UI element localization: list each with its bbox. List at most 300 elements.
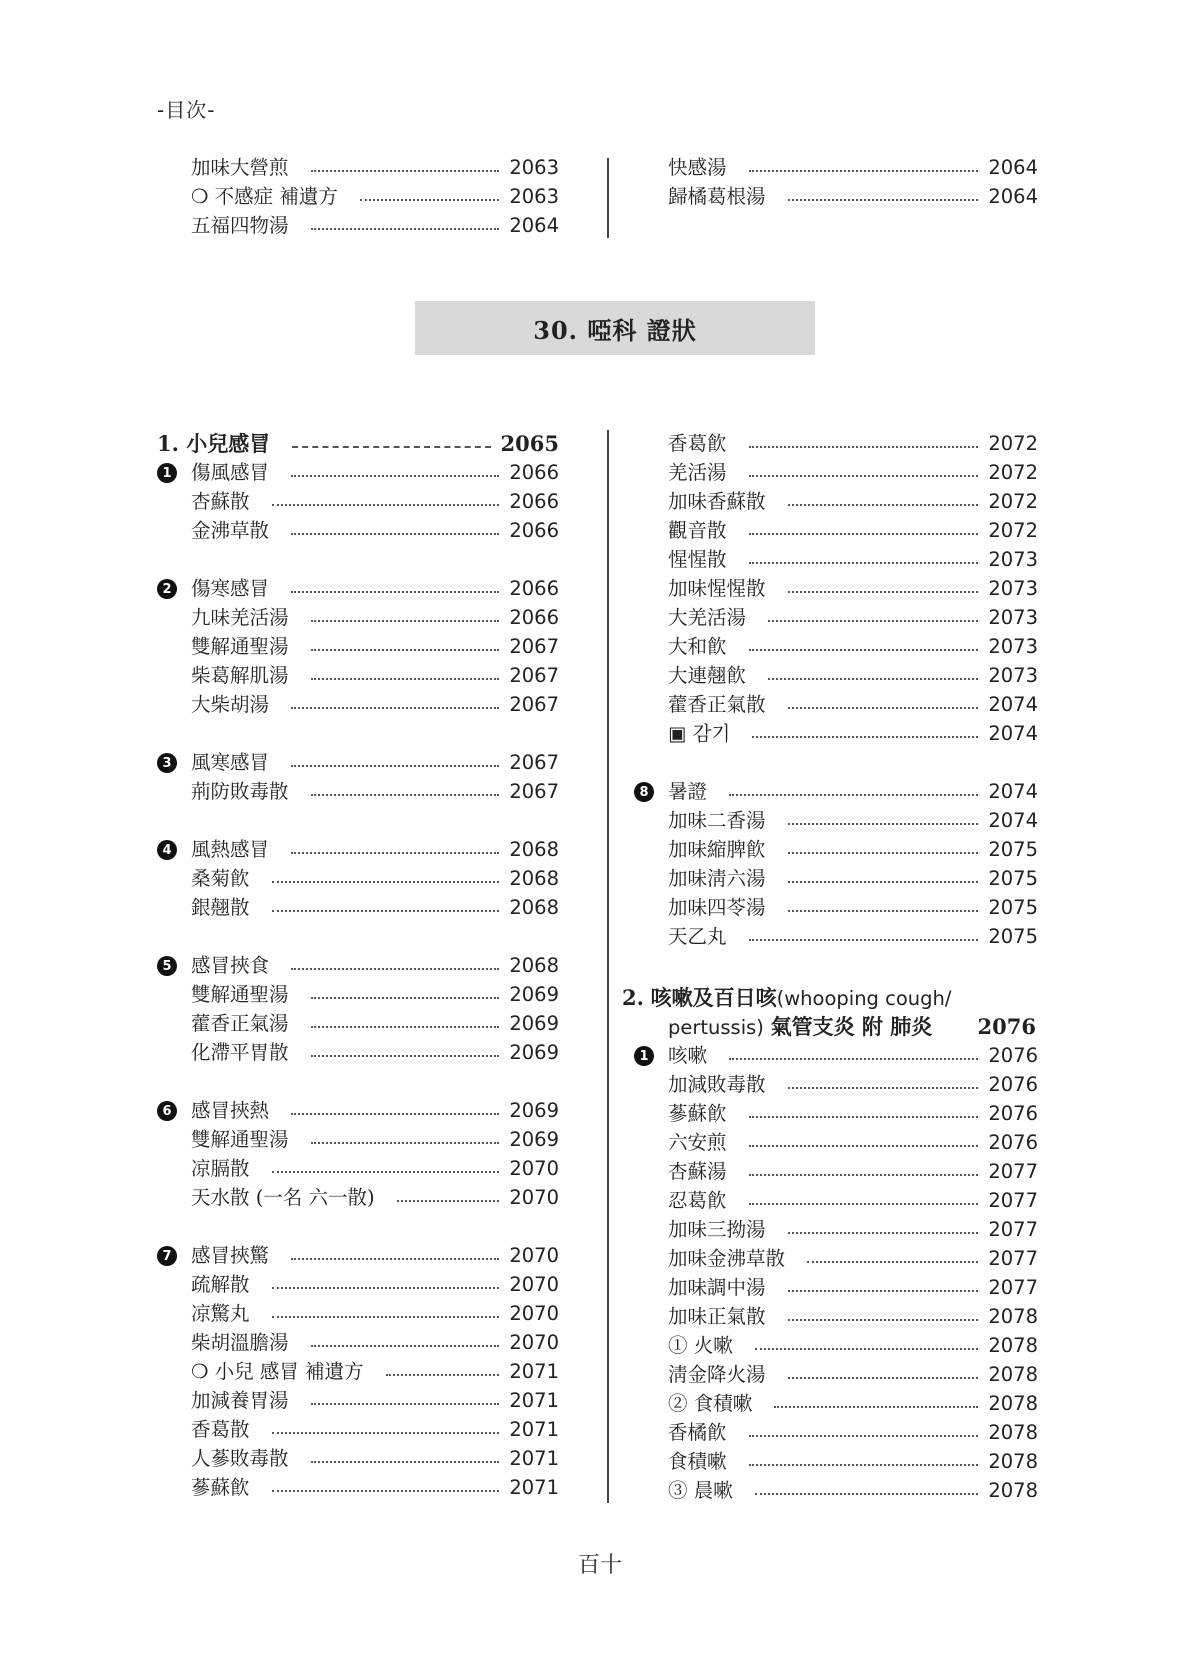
leader-dots: [749, 533, 979, 535]
leader-dots: [291, 707, 499, 709]
entry-page: 2066: [509, 606, 559, 629]
entry-title: 雙解通聖湯: [191, 1128, 289, 1151]
leader-dots: [311, 649, 500, 651]
toc-entry[interactable]: [668, 1303, 1038, 1331]
leader-dots: [311, 228, 500, 230]
chapter-1-number: 1.: [157, 431, 179, 456]
toc-entry[interactable]: [668, 1477, 1038, 1505]
entry-title: 加味縮脾飮: [668, 838, 766, 861]
chapter-1-name: 小兒感冒: [186, 431, 271, 456]
circled-number-marker: 1: [634, 1046, 654, 1066]
leader-dots: [291, 1113, 499, 1115]
section-banner: [415, 301, 815, 355]
leader-dots: [755, 1348, 979, 1350]
leader-dots: [272, 1316, 500, 1318]
page-number-footer: 百十: [577, 1553, 622, 1578]
toc-entry[interactable]: [668, 1071, 1038, 1099]
leader-dots: [788, 504, 979, 506]
leader-dots: [752, 736, 978, 738]
entry-title: 食積嗽: [668, 1450, 727, 1473]
toc-entry[interactable]: [668, 1042, 1038, 1070]
entry-page: 2076: [988, 1131, 1038, 1154]
entry-title: 大連翹飮: [668, 664, 747, 687]
entry-page: 2070: [509, 1273, 559, 1296]
toc-entry[interactable]: [668, 894, 1038, 922]
entry-page: 2066: [509, 490, 559, 513]
toc-entry[interactable]: [191, 183, 559, 211]
entry-page: 2076: [988, 1044, 1038, 1067]
entry-page: 2071: [509, 1360, 559, 1383]
leader-dots: [311, 1403, 500, 1405]
toc-entry[interactable]: [191, 778, 559, 806]
leader-dots: [788, 1087, 979, 1089]
entry-page: 2075: [988, 896, 1038, 919]
leader-dots: [749, 446, 979, 448]
entry-page: 2068: [509, 954, 559, 977]
leader-dots: [749, 170, 979, 172]
entry-title: 傷風感冒: [191, 461, 270, 484]
toc-entry[interactable]: [191, 1155, 559, 1183]
entry-title: 羌活湯: [668, 461, 727, 484]
toc-entry[interactable]: [668, 633, 1038, 661]
leader-dots: [749, 1435, 979, 1437]
toc-entry[interactable]: [191, 633, 559, 661]
toc-entry[interactable]: [668, 459, 1038, 487]
leader-dots: [291, 968, 499, 970]
entry-title: 天乙丸: [668, 925, 727, 948]
entry-title: 加味大營煎: [191, 156, 289, 179]
toc-entry[interactable]: [191, 1010, 559, 1038]
entry-page: 2074: [988, 693, 1038, 716]
entry-title: 柴葛解肌湯: [191, 664, 289, 687]
entry-title: 快感湯: [668, 156, 727, 179]
circled-number-marker: 6: [157, 1101, 177, 1121]
leader-dots: [755, 1493, 979, 1495]
leader-dots: [749, 562, 979, 564]
toc-entry[interactable]: [191, 749, 559, 777]
entry-title: ▣ 감기: [668, 722, 731, 745]
entry-page: 2071: [509, 1418, 559, 1441]
section-title: 30. 啞科 證狀: [533, 315, 697, 345]
entry-page: 2068: [509, 838, 559, 861]
leader-dots: [291, 591, 499, 593]
circled-number-marker: 7: [157, 1246, 177, 1266]
entry-title: 天水散 (一名 六一散): [191, 1186, 375, 1209]
entry-title: 雙解通聖湯: [191, 983, 289, 1006]
entry-title: ② 食積嗽: [668, 1392, 753, 1415]
entry-title: 雙解通聖湯: [191, 635, 289, 658]
entry-page: 2078: [988, 1450, 1038, 1473]
entry-page: 2068: [509, 896, 559, 919]
toc-entry[interactable]: [668, 720, 1038, 748]
leader-dots: [272, 1287, 500, 1289]
leader-dots: [749, 649, 979, 651]
leader-dots: [749, 1464, 979, 1466]
entry-title: 感冒挾驚: [191, 1244, 270, 1267]
leader-dots: [788, 1319, 979, 1321]
entry-page: 2076: [988, 1073, 1038, 1096]
entry-page: 2067: [509, 635, 559, 658]
toc-entry[interactable]: [191, 1126, 559, 1154]
leader-dots: [311, 794, 500, 796]
entry-title: 加味正氣散: [668, 1305, 766, 1328]
entry-page: 2074: [988, 780, 1038, 803]
leader-dots: [749, 1145, 979, 1147]
chapter-2-line-1[interactable]: [622, 983, 951, 1013]
chapter-2-line-2[interactable]: [668, 1012, 1036, 1042]
toc-entry[interactable]: [191, 212, 559, 240]
toc-entry[interactable]: [668, 430, 1038, 458]
entry-title: 香葛飮: [668, 432, 727, 455]
entry-title: ③ 晨嗽: [668, 1479, 733, 1502]
entry-page: 2078: [988, 1479, 1038, 1502]
toc-entry[interactable]: [668, 604, 1038, 632]
toc-entry[interactable]: [191, 836, 559, 864]
toc-entry[interactable]: [191, 1416, 559, 1444]
circled-number-marker: 8: [634, 782, 654, 802]
toc-entry[interactable]: [668, 778, 1038, 806]
toc-entry[interactable]: [191, 1474, 559, 1502]
entry-page: 2078: [988, 1305, 1038, 1328]
entry-page: 2068: [509, 867, 559, 890]
leader-dots: [311, 1142, 500, 1144]
toc-entry[interactable]: [191, 1184, 559, 1212]
entry-title: 風熱感冒: [191, 838, 270, 861]
toc-entry[interactable]: [191, 517, 559, 545]
entry-page: 2077: [988, 1218, 1038, 1241]
entry-page: 2077: [988, 1276, 1038, 1299]
entry-page: 2075: [988, 925, 1038, 948]
leader-dots: [311, 678, 500, 680]
circled-number-marker: 2: [157, 579, 177, 599]
entry-title: 桑菊飮: [191, 867, 250, 890]
entry-title: 觀音散: [668, 519, 727, 542]
toc-entry[interactable]: [668, 865, 1038, 893]
entry-page: 2074: [988, 809, 1038, 832]
toc-entry[interactable]: [191, 1300, 559, 1328]
leader-dots: [397, 1200, 500, 1202]
leader-dots: [311, 170, 500, 172]
entry-page: 2070: [509, 1186, 559, 1209]
leader-dots: [311, 1026, 500, 1028]
entry-title: 凉膈散: [191, 1157, 250, 1180]
leader-dots: [788, 823, 979, 825]
entry-page: 2064: [509, 214, 559, 237]
chapter-2-title: 咳嗽及百日咳: [650, 985, 777, 1010]
entry-page: 2078: [988, 1392, 1038, 1415]
leader-dots: [311, 1055, 500, 1057]
entry-title: 化滯平胃散: [191, 1041, 289, 1064]
entry-title: 加味三拗湯: [668, 1218, 766, 1241]
entry-page: 2072: [988, 519, 1038, 542]
entry-title: 荊防敗毒散: [191, 780, 289, 803]
chapter-2-subtitle: 氣管支炎 附 肺炎: [770, 1014, 933, 1039]
entry-title: 香橘飮: [668, 1421, 727, 1444]
toc-entry[interactable]: [668, 1390, 1038, 1418]
entry-title: 歸橘葛根湯: [668, 185, 766, 208]
leader-dots: [788, 1290, 979, 1292]
toc-entry[interactable]: [191, 894, 559, 922]
leader-dots: [291, 1258, 499, 1260]
entry-page: 2078: [988, 1421, 1038, 1444]
circled-number-marker: 3: [157, 753, 177, 773]
leader-dots: [386, 1374, 500, 1376]
leader-dots: [311, 1345, 500, 1347]
entry-page: 2069: [509, 983, 559, 1006]
entry-title: 忍葛飮: [668, 1189, 727, 1212]
entry-page: 2073: [988, 664, 1038, 687]
entry-title: 加減養胃湯: [191, 1389, 289, 1412]
chapter-1-title: [157, 430, 270, 458]
toc-entry[interactable]: [191, 1039, 559, 1067]
entry-title: 藿香正氣散: [668, 693, 766, 716]
leader-dots: [291, 765, 499, 767]
toc-entry[interactable]: [668, 1245, 1038, 1273]
leader-dots: [788, 591, 979, 593]
toc-entry[interactable]: [668, 488, 1038, 516]
entry-title: 加減敗毒散: [668, 1073, 766, 1096]
entry-page: 2066: [509, 577, 559, 600]
entry-page: 2067: [509, 751, 559, 774]
leader-dots: [788, 1377, 979, 1379]
toc-entry[interactable]: [191, 691, 559, 719]
toc-entry[interactable]: [668, 836, 1038, 864]
leader-dots: [272, 1432, 500, 1434]
toc-header-label: -目次-: [157, 98, 216, 122]
entry-page: 2073: [988, 606, 1038, 629]
toc-entry[interactable]: [668, 1448, 1038, 1476]
entry-page: 2070: [509, 1157, 559, 1180]
toc-entry[interactable]: [668, 575, 1038, 603]
entry-title: 加味四苓湯: [668, 896, 766, 919]
entry-page: 2063: [509, 156, 559, 179]
leader-dots: [807, 1261, 978, 1263]
toc-entry[interactable]: [191, 1387, 559, 1415]
entry-title: 風寒感冒: [191, 751, 270, 774]
leader-dots: [749, 1116, 979, 1118]
chapter-1-entry[interactable]: [157, 430, 559, 458]
leader-dots: [729, 1058, 978, 1060]
toc-entry[interactable]: [668, 1274, 1038, 1302]
entry-title: 杏蘇湯: [668, 1160, 727, 1183]
entry-title: ① 火嗽: [668, 1334, 733, 1357]
leader-dots: [788, 707, 979, 709]
entry-title: 香葛散: [191, 1418, 250, 1441]
toc-entry[interactable]: [668, 691, 1038, 719]
leader-dots: [360, 199, 499, 201]
toc-entry[interactable]: [668, 154, 1038, 182]
toc-entry[interactable]: [191, 575, 559, 603]
entry-title: ❍ 小兒 感冒 補遺方: [191, 1360, 364, 1383]
entry-title: 大和飮: [668, 635, 727, 658]
entry-title: 金沸草散: [191, 519, 270, 542]
entry-page: 2073: [988, 635, 1038, 658]
entry-page: 2075: [988, 838, 1038, 861]
toc-entry[interactable]: [668, 1216, 1038, 1244]
leader-dots: [788, 881, 979, 883]
entry-title: 加味調中湯: [668, 1276, 766, 1299]
entry-title: 加味金沸草散: [668, 1247, 786, 1270]
entry-page: 2073: [988, 548, 1038, 571]
entry-title: 大柴胡湯: [191, 693, 270, 716]
toc-entry[interactable]: [668, 1100, 1038, 1128]
toc-entry[interactable]: [668, 1419, 1038, 1447]
leader-dots: [272, 504, 500, 506]
entry-title: 大羌活湯: [668, 606, 747, 629]
leader-dots: [272, 881, 500, 883]
entry-title: 凉驚丸: [191, 1302, 250, 1325]
toc-entry[interactable]: [191, 1445, 559, 1473]
toc-entry[interactable]: [191, 1358, 559, 1386]
entry-title: ❍ 不感症 補遺方: [191, 185, 338, 208]
leader-dots: [788, 199, 979, 201]
entry-title: 蔘蘇飮: [191, 1476, 250, 1499]
top-column-divider: [607, 158, 609, 238]
entry-title: 六安煎: [668, 1131, 727, 1154]
toc-entry[interactable]: [191, 662, 559, 690]
leader-dots: [291, 533, 499, 535]
toc-entry[interactable]: [668, 662, 1038, 690]
entry-title: 咳嗽: [668, 1044, 708, 1067]
entry-title: 蔘蘇飮: [668, 1102, 727, 1125]
entry-title: 銀翹散: [191, 896, 250, 919]
entry-title: 藿香正氣湯: [191, 1012, 289, 1035]
entry-page: 2069: [509, 1041, 559, 1064]
toc-entry[interactable]: [668, 1361, 1038, 1389]
entry-title: 人蔘敗毒散: [191, 1447, 289, 1470]
toc-entry[interactable]: [668, 1158, 1038, 1186]
toc-entry[interactable]: [191, 154, 559, 182]
circled-number-marker: 4: [157, 840, 177, 860]
toc-entry[interactable]: [668, 1332, 1038, 1360]
entry-page: 2071: [509, 1476, 559, 1499]
entry-page: 2070: [509, 1244, 559, 1267]
entry-page: 2063: [509, 185, 559, 208]
toc-entry[interactable]: [191, 459, 559, 487]
toc-entry[interactable]: [191, 1329, 559, 1357]
entry-title: 暑證: [668, 780, 708, 803]
toc-entry[interactable]: [668, 1187, 1038, 1215]
leader-dots: [311, 997, 500, 999]
entry-page: 2075: [988, 867, 1038, 890]
toc-entry[interactable]: [668, 923, 1038, 951]
entry-page: 2071: [509, 1389, 559, 1412]
chapter-2-number: 2.: [622, 985, 644, 1010]
entry-page: 2078: [988, 1334, 1038, 1357]
entry-title: 惺惺散: [668, 548, 727, 571]
chapter-2-english-cont: pertussis): [668, 1016, 764, 1039]
entry-title: 感冒挾熱: [191, 1099, 270, 1122]
toc-entry[interactable]: [191, 1271, 559, 1299]
entry-page: 2072: [988, 461, 1038, 484]
entry-page: 2067: [509, 693, 559, 716]
entry-title: 加味香蘇散: [668, 490, 766, 513]
toc-entry[interactable]: [191, 1242, 559, 1270]
chapter-1-page: 2065: [500, 431, 559, 456]
chapter-2-english-title: (whooping cough/: [776, 987, 952, 1010]
entry-page: 2077: [988, 1160, 1038, 1183]
entry-page: 2067: [509, 780, 559, 803]
entry-title: 感冒挾食: [191, 954, 270, 977]
toc-entry[interactable]: [668, 1129, 1038, 1157]
entry-page: 2070: [509, 1302, 559, 1325]
leader-dashes: [292, 446, 490, 448]
entry-title: 加味惺惺散: [668, 577, 766, 600]
toc-entry[interactable]: [668, 517, 1038, 545]
toc-entry[interactable]: [191, 865, 559, 893]
entry-title: 加味淸六湯: [668, 867, 766, 890]
entry-page: 2077: [988, 1189, 1038, 1212]
entry-title: 五福四物湯: [191, 214, 289, 237]
entry-page: 2066: [509, 519, 559, 542]
leader-dots: [774, 1406, 978, 1408]
leader-dots: [291, 475, 499, 477]
entry-page: 2078: [988, 1363, 1038, 1386]
toc-entry[interactable]: [191, 952, 559, 980]
toc-entry[interactable]: [191, 488, 559, 516]
toc-entry[interactable]: [668, 546, 1038, 574]
leader-dots: [272, 1490, 500, 1492]
leader-dots: [749, 475, 979, 477]
toc-entry[interactable]: [191, 604, 559, 632]
leader-dots: [311, 1461, 500, 1463]
leader-dots: [788, 852, 979, 854]
entry-page: 2069: [509, 1099, 559, 1122]
leader-dots: [729, 794, 978, 796]
entry-page: 2073: [988, 577, 1038, 600]
leader-dots: [768, 678, 978, 680]
entry-page: 2077: [988, 1247, 1038, 1270]
circled-number-marker: 1: [157, 463, 177, 483]
entry-page: 2069: [509, 1128, 559, 1151]
leader-dots: [272, 1171, 500, 1173]
entry-page: 2064: [988, 156, 1038, 179]
entry-title: 杏蘇散: [191, 490, 250, 513]
entry-page: 2072: [988, 432, 1038, 455]
toc-entry[interactable]: [191, 1097, 559, 1125]
leader-dots: [272, 910, 500, 912]
entry-title: 疏解散: [191, 1273, 250, 1296]
toc-entry[interactable]: [668, 807, 1038, 835]
leader-dots: [749, 1203, 979, 1205]
leader-dots: [788, 910, 979, 912]
leader-dots: [788, 1232, 979, 1234]
entry-title: 九味羌活湯: [191, 606, 289, 629]
chapter-2-page: 2076: [977, 1014, 1036, 1039]
main-column-divider: [607, 430, 609, 1503]
entry-page: 2072: [988, 490, 1038, 513]
entry-title: 柴胡溫膽湯: [191, 1331, 289, 1354]
leader-dots: [291, 852, 499, 854]
entry-page: 2069: [509, 1012, 559, 1035]
entry-page: 2067: [509, 664, 559, 687]
entry-page: 2076: [988, 1102, 1038, 1125]
leader-dots: [749, 939, 979, 941]
entry-page: 2071: [509, 1447, 559, 1470]
leader-dots: [768, 620, 978, 622]
toc-entry[interactable]: [191, 981, 559, 1009]
entry-page: 2066: [509, 461, 559, 484]
entry-page: 2064: [988, 185, 1038, 208]
entry-title: 淸金降火湯: [668, 1363, 766, 1386]
circled-number-marker: 5: [157, 956, 177, 976]
entry-page: 2074: [988, 722, 1038, 745]
toc-entry[interactable]: [668, 183, 1038, 211]
entry-page: 2070: [509, 1331, 559, 1354]
entry-title: 加味二香湯: [668, 809, 766, 832]
leader-dots: [311, 620, 500, 622]
leader-dots: [749, 1174, 979, 1176]
